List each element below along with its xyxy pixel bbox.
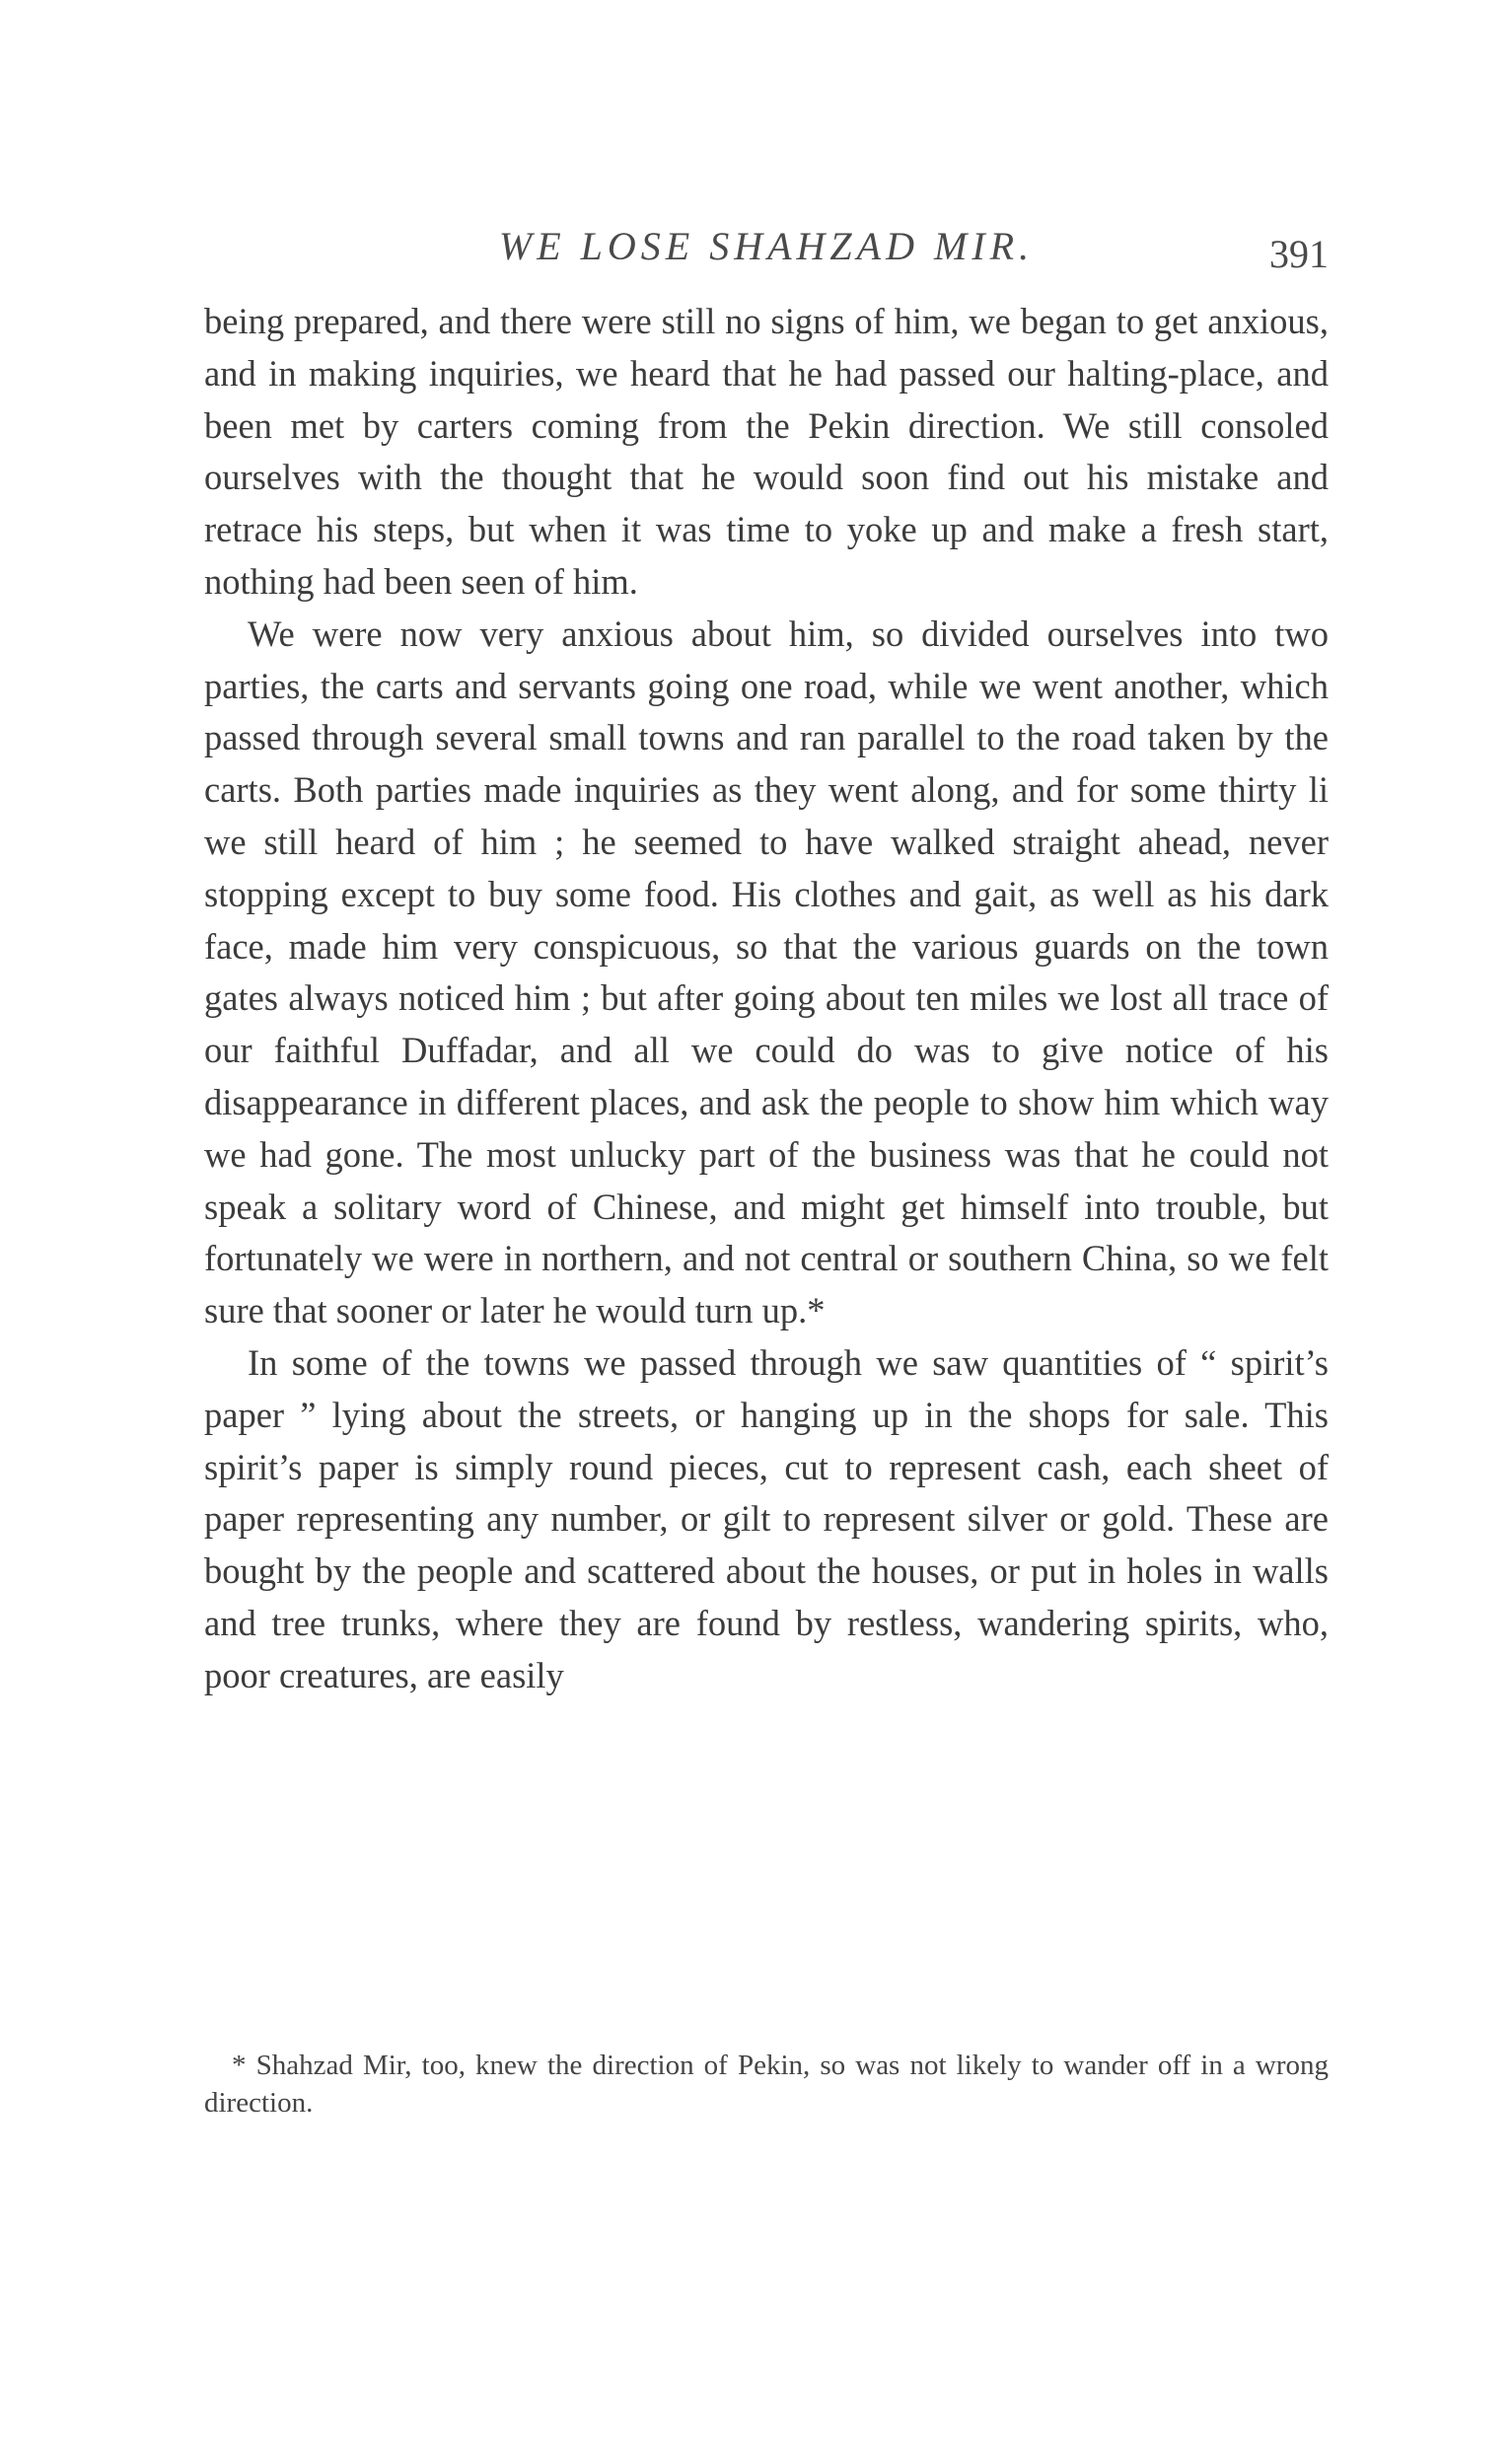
- paragraph-continuation: being prepared, and there were still no signs of him, we began to get anxious, and in making inquiries, we heard that he had passed our halting-place, and been met by carters coming from the Pekin direction. We still consoled ourselves with the thought that he would soon find out his mistake and retrace his steps, but when it was time to yoke up and make a fresh start, nothing had been seen of him.: [204, 301, 1329, 602]
- page-number: 391: [1269, 232, 1329, 276]
- running-head: [204, 219, 1329, 278]
- footnote: * Shahzad Mir, too, knew the direction of Pekin, so was not likely to wander off in a wrong direction.: [204, 2050, 1329, 2119]
- running-title: WE LOSE SHAHZAD MIR.: [498, 224, 1035, 268]
- paragraph-spirits-paper: In some of the towns we passed through we saw quantities of “ spirit’s paper ” lying about the streets, or hanging up in the shops for sale. This spirit’s paper is simply round pieces, cut to represent cash, each sheet of paper representing any number, or gilt to represent silver or gold. These are bought by the people and scattered about the houses, or put in holes in walls and tree trunks, where they are found by restless, wandering spirits, who, poor creatures, are easily: [204, 1341, 1329, 1695]
- paragraph-anxious-search: We were now very anxious about him, so divided ourselves into two parties, the carts and servants going one road, while we went another, which passed through several small towns and ran parallel to the road taken by the carts. Both parties made inquiries as they went along, and for some thirty li we still heard of him ; he seemed to have walked straight ahead, never stopping except to buy some food. His clothes and gait, as well as his dark face, made him very conspicuous, so that the various guards on the town gates always noticed him ; but after going about ten miles we lost all trace of our faithful Duffadar, and all we could do was to give notice of his disappearance in different places, and ask the people to show him which way we had gone. The most unlucky part of the business was that he could not speak a solitary word of Chinese, and might get himself into trouble, but fortunately we were in northern, and not central or southern China, so we felt sure that sooner or later he would turn up.*: [204, 612, 1329, 1331]
- body-text: [204, 296, 1329, 1702]
